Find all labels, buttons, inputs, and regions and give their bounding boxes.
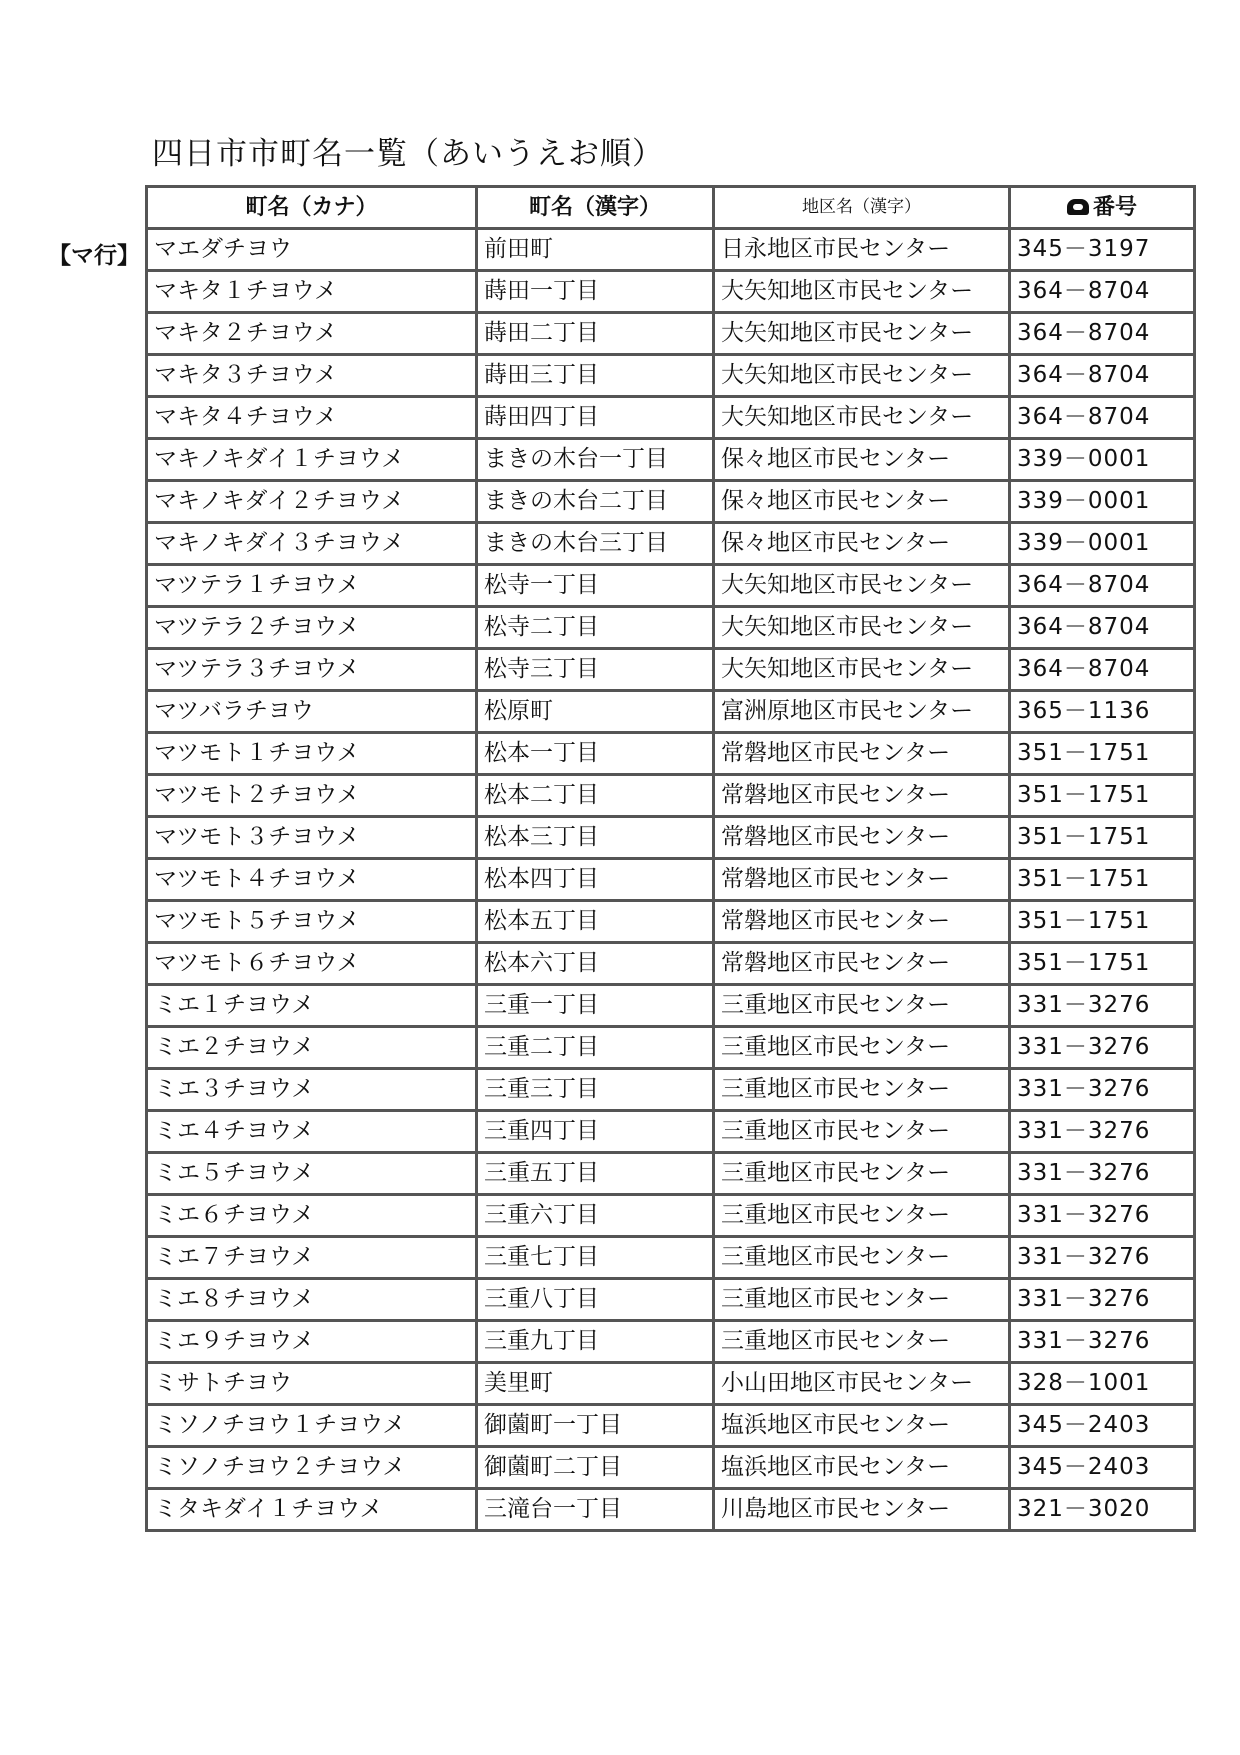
town-kanji-cell: 三重三丁目 [477, 1069, 714, 1111]
district-cell: 保々地区市民センター [714, 481, 1010, 523]
phone-cell: 331－3276 [1010, 985, 1195, 1027]
town-kana-cell: マエダチヨウ [147, 229, 477, 271]
town-kana-cell: マキノキダイ２チヨウメ [147, 481, 477, 523]
town-kanji-cell: 松本五丁目 [477, 901, 714, 943]
district-cell: 三重地区市民センター [714, 1279, 1010, 1321]
town-kanji-cell: 三重九丁目 [477, 1321, 714, 1363]
town-kana-cell: マツモト５チヨウメ [147, 901, 477, 943]
phone-cell: 364－8704 [1010, 313, 1195, 355]
town-kanji-cell: 松寺一丁目 [477, 565, 714, 607]
phone-cell: 331－3276 [1010, 1153, 1195, 1195]
table-row [147, 523, 1195, 565]
phone-cell: 364－8704 [1010, 271, 1195, 313]
town-kanji-cell: 松本一丁目 [477, 733, 714, 775]
town-kana-cell: ミエ７チヨウメ [147, 1237, 477, 1279]
district-cell: 川島地区市民センター [714, 1489, 1010, 1531]
town-kanji-cell: 松本二丁目 [477, 775, 714, 817]
town-kanji-cell: 三重七丁目 [477, 1237, 714, 1279]
town-kana-cell: ミエ３チヨウメ [147, 1069, 477, 1111]
district-cell: 大矢知地区市民センター [714, 607, 1010, 649]
town-kanji-cell: 三重二丁目 [477, 1027, 714, 1069]
district-cell: 大矢知地区市民センター [714, 271, 1010, 313]
district-cell: 三重地区市民センター [714, 1237, 1010, 1279]
table-row [147, 1153, 1195, 1195]
table-row [147, 859, 1195, 901]
town-kanji-cell: 三重一丁目 [477, 985, 714, 1027]
town-kana-cell: マツモト１チヨウメ [147, 733, 477, 775]
town-kanji-cell: 三重四丁目 [477, 1111, 714, 1153]
town-kanji-cell: 松寺二丁目 [477, 607, 714, 649]
header-kanji: 町名（漢字） [477, 187, 714, 229]
town-kanji-cell: 御薗町一丁目 [477, 1405, 714, 1447]
town-kana-cell: ミエ４チヨウメ [147, 1111, 477, 1153]
table-row [147, 565, 1195, 607]
table-row [147, 1363, 1195, 1405]
phone-cell: 351－1751 [1010, 901, 1195, 943]
table-row [147, 985, 1195, 1027]
town-kanji-cell: 三重八丁目 [477, 1279, 714, 1321]
district-cell: 保々地区市民センター [714, 439, 1010, 481]
town-kana-cell: ミソノチヨウ２チヨウメ [147, 1447, 477, 1489]
table-header-row [147, 187, 1195, 229]
district-cell: 塩浜地区市民センター [714, 1405, 1010, 1447]
town-kana-cell: ミソノチヨウ１チヨウメ [147, 1405, 477, 1447]
town-kana-cell: マツテラ２チヨウメ [147, 607, 477, 649]
town-kanji-cell: 三滝台一丁目 [477, 1489, 714, 1531]
phone-cell: 364－8704 [1010, 355, 1195, 397]
district-cell: 三重地区市民センター [714, 1027, 1010, 1069]
district-cell: 大矢知地区市民センター [714, 649, 1010, 691]
header-phone [1010, 187, 1195, 229]
table-row [147, 397, 1195, 439]
town-kanji-cell: 御薗町二丁目 [477, 1447, 714, 1489]
town-kanji-cell: 松本六丁目 [477, 943, 714, 985]
table-row [147, 649, 1195, 691]
telephone-icon [1067, 199, 1089, 215]
district-cell: 保々地区市民センター [714, 523, 1010, 565]
town-kanji-cell: 蒔田三丁目 [477, 355, 714, 397]
town-kanji-cell: 三重六丁目 [477, 1195, 714, 1237]
table-row [147, 1027, 1195, 1069]
town-kanji-cell: 蒔田一丁目 [477, 271, 714, 313]
district-cell: 大矢知地区市民センター [714, 397, 1010, 439]
town-table-container [145, 185, 1196, 1532]
district-cell: 常磐地区市民センター [714, 943, 1010, 985]
phone-cell: 321－3020 [1010, 1489, 1195, 1531]
phone-cell: 331－3276 [1010, 1279, 1195, 1321]
district-cell: 大矢知地区市民センター [714, 355, 1010, 397]
phone-cell: 331－3276 [1010, 1195, 1195, 1237]
phone-cell: 345－2403 [1010, 1405, 1195, 1447]
table-row [147, 1489, 1195, 1531]
town-kana-cell: ミサトチヨウ [147, 1363, 477, 1405]
phone-cell: 331－3276 [1010, 1237, 1195, 1279]
town-kanji-cell: まきの木台一丁目 [477, 439, 714, 481]
table-row [147, 439, 1195, 481]
town-kanji-cell: 蒔田四丁目 [477, 397, 714, 439]
phone-cell: 351－1751 [1010, 817, 1195, 859]
district-cell: 三重地区市民センター [714, 1111, 1010, 1153]
phone-cell: 331－3276 [1010, 1321, 1195, 1363]
town-kanji-cell: 松本三丁目 [477, 817, 714, 859]
district-cell: 三重地区市民センター [714, 1195, 1010, 1237]
table-row [147, 355, 1195, 397]
district-cell: 常磐地区市民センター [714, 775, 1010, 817]
table-row [147, 1069, 1195, 1111]
town-kanji-cell: 松本四丁目 [477, 859, 714, 901]
phone-cell: 364－8704 [1010, 565, 1195, 607]
town-kana-cell: マツテラ３チヨウメ [147, 649, 477, 691]
section-label-ma-row: 【マ行】 [48, 243, 140, 269]
phone-cell: 345－3197 [1010, 229, 1195, 271]
town-kana-cell: マツモト３チヨウメ [147, 817, 477, 859]
header-kana: 町名（カナ） [147, 187, 477, 229]
table-body [147, 229, 1195, 1531]
town-kana-cell: マツモト４チヨウメ [147, 859, 477, 901]
town-kana-cell: マキタ２チヨウメ [147, 313, 477, 355]
phone-cell: 365－1136 [1010, 691, 1195, 733]
town-kana-cell: ミタキダイ１チヨウメ [147, 1489, 477, 1531]
table-row [147, 775, 1195, 817]
district-cell: 小山田地区市民センター [714, 1363, 1010, 1405]
phone-cell: 351－1751 [1010, 859, 1195, 901]
table-row [147, 901, 1195, 943]
town-kanji-cell: 松原町 [477, 691, 714, 733]
table-row [147, 733, 1195, 775]
town-kanji-cell: 美里町 [477, 1363, 714, 1405]
table-row [147, 313, 1195, 355]
district-cell: 常磐地区市民センター [714, 859, 1010, 901]
district-cell: 日永地区市民センター [714, 229, 1010, 271]
table-row [147, 271, 1195, 313]
town-kana-cell: マキタ４チヨウメ [147, 397, 477, 439]
district-cell: 大矢知地区市民センター [714, 313, 1010, 355]
town-kana-cell: ミエ５チヨウメ [147, 1153, 477, 1195]
table-row [147, 1405, 1195, 1447]
town-kana-cell: マキタ１チヨウメ [147, 271, 477, 313]
phone-cell: 328－1001 [1010, 1363, 1195, 1405]
town-name-table [145, 185, 1196, 1532]
town-kanji-cell: まきの木台二丁目 [477, 481, 714, 523]
district-cell: 常磐地区市民センター [714, 817, 1010, 859]
table-row [147, 607, 1195, 649]
phone-cell: 364－8704 [1010, 607, 1195, 649]
phone-cell: 364－8704 [1010, 397, 1195, 439]
table-row [147, 1447, 1195, 1489]
town-kana-cell: マキノキダイ１チヨウメ [147, 439, 477, 481]
phone-cell: 351－1751 [1010, 733, 1195, 775]
town-kanji-cell: 蒔田二丁目 [477, 313, 714, 355]
table-row [147, 1195, 1195, 1237]
town-kana-cell: ミエ２チヨウメ [147, 1027, 477, 1069]
town-kana-cell: マキタ３チヨウメ [147, 355, 477, 397]
district-cell: 三重地区市民センター [714, 985, 1010, 1027]
town-kana-cell: ミエ６チヨウメ [147, 1195, 477, 1237]
header-district: 地区名（漢字） [714, 187, 1010, 229]
town-kana-cell: マツバラチヨウ [147, 691, 477, 733]
district-cell: 三重地区市民センター [714, 1321, 1010, 1363]
town-kana-cell: マツテラ１チヨウメ [147, 565, 477, 607]
table-row [147, 943, 1195, 985]
town-kanji-cell: 前田町 [477, 229, 714, 271]
town-kana-cell: ミエ１チヨウメ [147, 985, 477, 1027]
table-row [147, 1279, 1195, 1321]
town-kanji-cell: まきの木台三丁目 [477, 523, 714, 565]
town-kana-cell: マツモト６チヨウメ [147, 943, 477, 985]
phone-cell: 351－1751 [1010, 775, 1195, 817]
town-kanji-cell: 松寺三丁目 [477, 649, 714, 691]
town-kana-cell: マキノキダイ３チヨウメ [147, 523, 477, 565]
phone-cell: 331－3276 [1010, 1069, 1195, 1111]
town-kana-cell: ミエ８チヨウメ [147, 1279, 477, 1321]
town-kana-cell: ミエ９チヨウメ [147, 1321, 477, 1363]
district-cell: 常磐地区市民センター [714, 733, 1010, 775]
table-row [147, 229, 1195, 271]
table-row [147, 481, 1195, 523]
district-cell: 大矢知地区市民センター [714, 565, 1010, 607]
header-phone-label: 番号 [1092, 195, 1137, 220]
phone-cell: 331－3276 [1010, 1111, 1195, 1153]
table-row [147, 1321, 1195, 1363]
district-cell: 富洲原地区市民センター [714, 691, 1010, 733]
district-cell: 常磐地区市民センター [714, 901, 1010, 943]
table-row [147, 817, 1195, 859]
table-row [147, 691, 1195, 733]
page-title: 四日市市町名一覧（あいうえお順） [152, 136, 664, 172]
phone-cell: 345－2403 [1010, 1447, 1195, 1489]
phone-cell: 351－1751 [1010, 943, 1195, 985]
phone-cell: 364－8704 [1010, 649, 1195, 691]
table-row [147, 1111, 1195, 1153]
town-kanji-cell: 三重五丁目 [477, 1153, 714, 1195]
phone-cell: 339－0001 [1010, 481, 1195, 523]
table-row [147, 1237, 1195, 1279]
district-cell: 三重地区市民センター [714, 1153, 1010, 1195]
district-cell: 三重地区市民センター [714, 1069, 1010, 1111]
phone-cell: 331－3276 [1010, 1027, 1195, 1069]
phone-cell: 339－0001 [1010, 523, 1195, 565]
phone-cell: 339－0001 [1010, 439, 1195, 481]
district-cell: 塩浜地区市民センター [714, 1447, 1010, 1489]
town-kana-cell: マツモト２チヨウメ [147, 775, 477, 817]
